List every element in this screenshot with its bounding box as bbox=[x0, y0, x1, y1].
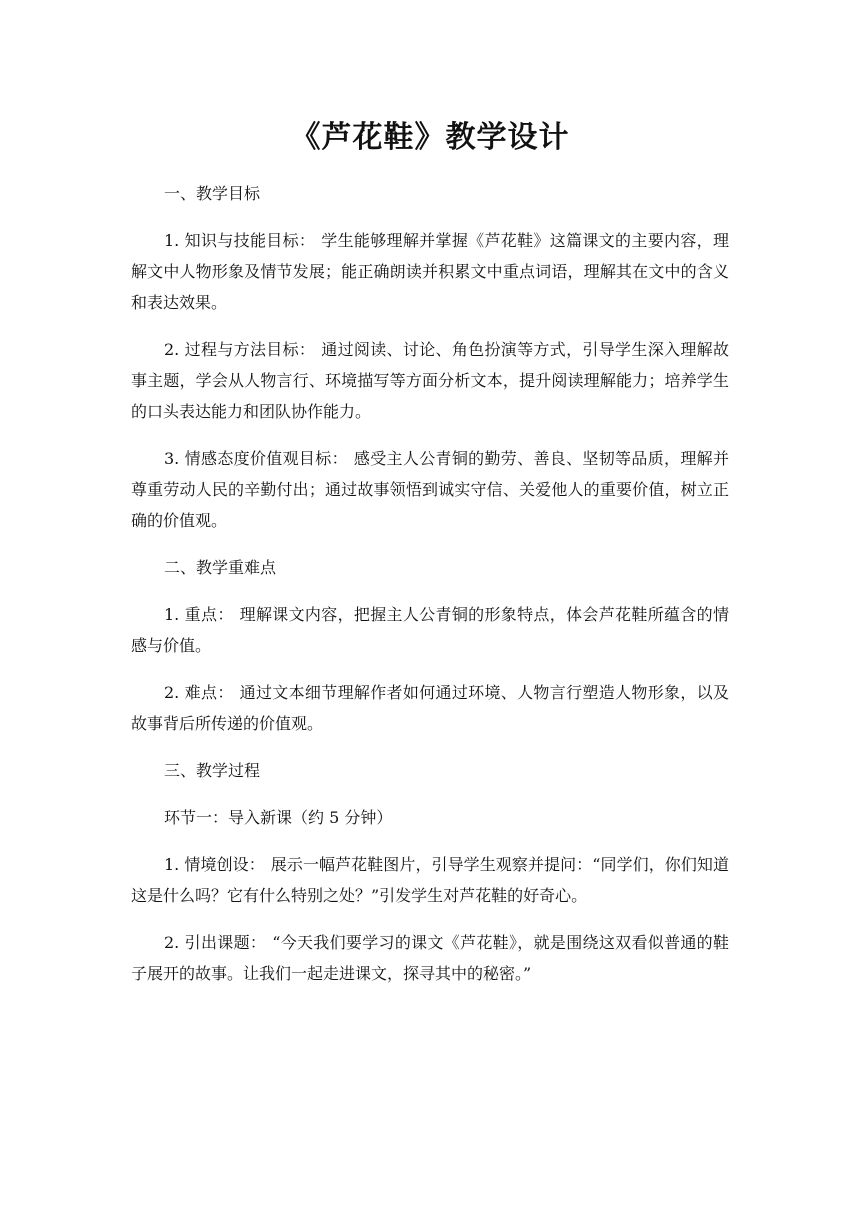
paragraph-text: 感受主人公青铜的勤劳、善良、坚韧等品质，理解并尊重劳动人民的辛勤付出；通过故事领悟到诚实守信、关爱他人的重要价值，树立正确的价值观。 bbox=[131, 449, 729, 530]
objective-knowledge bbox=[131, 225, 729, 318]
intro-scenario bbox=[131, 849, 729, 911]
difficult-point bbox=[131, 677, 729, 739]
paragraph-text: 展示一幅芦花鞋图片，引导学生观察并提问：“同学们，你们知道这是什么吗？它有什么特别之处？”引发学生对芦花鞋的好奇心。 bbox=[131, 855, 729, 905]
section-heading-process bbox=[131, 755, 729, 786]
paragraph-text: 理解课文内容，把握主人公青铜的形象特点，体会芦花鞋所蕴含的情感与价值。 bbox=[131, 605, 729, 655]
paragraph-text: “今天我们要学习的课文《芦花鞋》，就是围绕这双看似普通的鞋子展开的故事。让我们一起走进课文，探寻其中的秘密。” bbox=[131, 933, 729, 983]
paragraph-label: 2. 难点： bbox=[164, 683, 234, 702]
paragraph-text: 二、教学重难点 bbox=[164, 558, 277, 577]
objective-values bbox=[131, 443, 729, 536]
paragraph-label: 1. 情境创设： bbox=[164, 855, 265, 874]
section-heading-objectives bbox=[131, 178, 729, 209]
objective-process bbox=[131, 334, 729, 427]
paragraph-label: 2. 过程与方法目标： bbox=[164, 340, 316, 359]
intro-topic bbox=[131, 927, 729, 989]
paragraph-label: 2. 引出课题： bbox=[164, 933, 267, 952]
paragraph-text: 通过文本细节理解作者如何通过环境、人物言行塑造人物形象，以及故事背后所传递的价值观。 bbox=[131, 683, 729, 733]
paragraph-text: 一、教学目标 bbox=[164, 184, 261, 203]
stage-heading-intro bbox=[131, 802, 729, 833]
section-heading-key-points bbox=[131, 552, 729, 583]
paragraph-text: 环节一：导入新课（约 5 分钟） bbox=[164, 808, 393, 827]
paragraph-label: 1. 重点： bbox=[164, 605, 234, 624]
paragraph-text: 通过阅读、讨论、角色扮演等方式，引导学生深入理解故事主题，学会从人物言行、环境描写等方面分析文本，提升阅读理解能力；培养学生的口头表达能力和团队协作能力。 bbox=[131, 340, 729, 421]
key-point bbox=[131, 599, 729, 661]
document-title: 《芦花鞋》教学设计 bbox=[290, 120, 570, 155]
paragraph-text: 学生能够理解并掌握《芦花鞋》这篇课文的主要内容，理解文中人物形象及情节发展；能正确朗读并积累文中重点词语，理解其在文中的含义和表达效果。 bbox=[131, 231, 729, 312]
paragraph-text: 三、教学过程 bbox=[164, 761, 261, 780]
paragraph-label: 1. 知识与技能目标： bbox=[164, 231, 316, 250]
document-body bbox=[131, 178, 729, 1005]
paragraph-label: 3. 情感态度价值观目标： bbox=[164, 449, 348, 468]
